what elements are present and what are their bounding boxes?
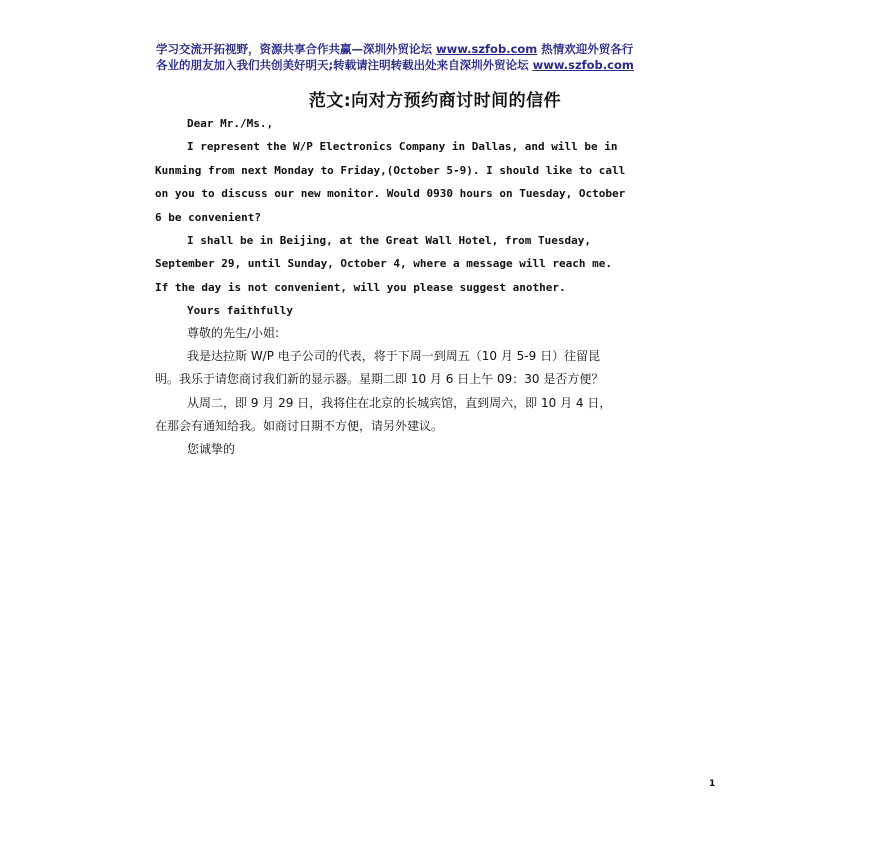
header-line-1-text: 学习交流开拓视野，资源共享合作共赢—深圳外贸论坛 <box>156 42 437 56</box>
cn-para2-line: 从周二，即 9 月 29 日，我将住在北京的长城宾馆，直到周六，即 10 月 4 日， <box>187 395 612 410</box>
header-link-2[interactable]: www.szfob.com <box>532 58 634 72</box>
cn-para2-line: 在那会有通知给我。如商讨日期不方便，请另外建议。 <box>155 418 444 433</box>
cn-closing: 您诚挚的 <box>187 442 236 457</box>
en-para1-line: I represent the W/P Electronics Company in Dallas, and will be in <box>187 140 618 154</box>
cn-salutation: 尊敬的先生/小姐: <box>187 326 280 340</box>
header-link-1[interactable]: www.szfob.com <box>436 42 538 56</box>
header-line-2-text: 各业的朋友加入我们共创美好明天;转载请注明转载出处来自深圳外贸论坛 <box>156 58 533 72</box>
header-line-1-tail: 热情欢迎外贸各行 <box>537 42 634 56</box>
en-para2-line: September 29, until Sunday, October 4, where a message will reach me. <box>155 257 612 271</box>
cn-para1-line: 我是达拉斯 W/P 电子公司的代表，将于下周一到周五（10 月 5-9 日）往留昆 <box>187 349 601 364</box>
en-para2-line: If the day is not convenient, will you please suggest another. <box>155 280 566 294</box>
header-line-1 <box>156 41 726 57</box>
letter-chinese <box>155 322 720 461</box>
site-header <box>156 41 726 73</box>
cn-para1-line: 明。我乐于请您商讨我们新的显示器。星期二即 10 月 6 日上午 09：30 是否方便？ <box>155 372 604 387</box>
en-closing: Yours faithfully <box>187 304 293 318</box>
en-salutation: Dear Mr./Ms., <box>187 117 274 130</box>
page-number: 1 <box>709 779 716 789</box>
en-para1-line: on you to discuss our new monitor. Would 0930 hours on Tuesday, October <box>155 187 626 201</box>
en-para1-line: 6 be convenient? <box>155 210 261 224</box>
en-para2-line: I shall be in Beijing, at the Great Wall Hotel, from Tuesday, <box>187 234 591 248</box>
header-line-2 <box>156 57 726 73</box>
en-para1-line: Kunming from next Monday to Friday,(October 5-9). I should like to call <box>155 163 626 177</box>
letter-english <box>155 112 717 323</box>
document-title: 范文:向对方预约商讨时间的信件 <box>308 91 562 111</box>
